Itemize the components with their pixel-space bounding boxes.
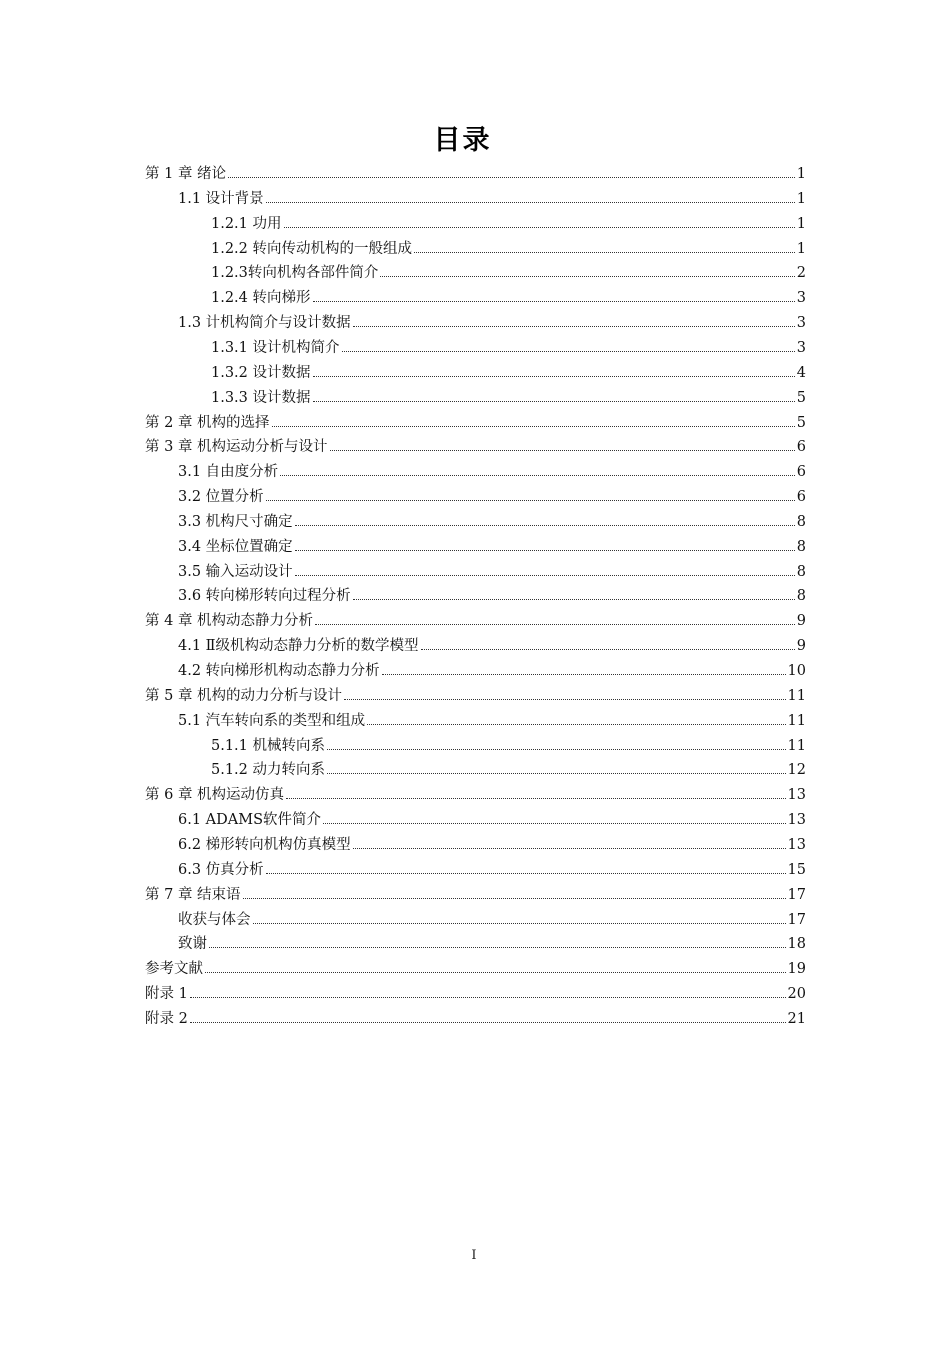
- toc-entry-label: 1.3.2 设计数据: [211, 364, 311, 381]
- toc-dot-leader: [344, 699, 785, 700]
- toc-entry[interactable]: [178, 661, 806, 681]
- toc-entry-page-number: 6: [796, 464, 806, 481]
- toc-entry-label: 3.4 坐标位置确定: [178, 538, 293, 555]
- toc-dot-leader: [353, 599, 795, 600]
- toc-entry[interactable]: [178, 835, 806, 855]
- toc-entry[interactable]: [178, 810, 806, 830]
- toc-entry[interactable]: [145, 984, 806, 1004]
- toc-entry-page-number: 11: [787, 737, 806, 754]
- toc-dot-leader: [342, 351, 795, 352]
- toc-entry-page-number: 1: [796, 166, 806, 182]
- toc-entry-label: 参考文献: [145, 961, 203, 978]
- toc-entry-page-number: 18: [787, 936, 806, 953]
- toc-entry[interactable]: [211, 736, 806, 756]
- toc-entry[interactable]: [211, 288, 806, 308]
- toc-entry-page-number: 10: [787, 663, 806, 679]
- page-number: I: [471, 1248, 477, 1263]
- toc-entry[interactable]: [178, 934, 806, 954]
- toc-entry-label: 第 7 章 结束语: [145, 886, 241, 903]
- toc-entry-label: 收获与体会: [178, 911, 251, 928]
- toc-dot-leader: [228, 177, 795, 178]
- toc-dot-leader: [313, 401, 795, 402]
- toc-dot-leader: [295, 575, 795, 576]
- toc-entry-label: 1.3 计机构简介与设计数据: [178, 315, 351, 332]
- toc-dot-leader: [367, 724, 785, 725]
- toc-entry-page-number: 5: [796, 414, 806, 431]
- toc-entry[interactable]: [211, 338, 806, 358]
- toc-dot-leader: [327, 749, 786, 750]
- toc-dot-leader: [315, 624, 795, 625]
- toc-entry-page-number: 17: [787, 911, 806, 928]
- toc-entry-page-number: 13: [787, 812, 806, 829]
- toc-entry-label: 1.2.2 转向传动机构的一般组成: [211, 240, 413, 257]
- toc-dot-leader: [382, 674, 786, 675]
- toc-entry[interactable]: [211, 239, 806, 259]
- toc-entry-page-number: 11: [787, 712, 806, 729]
- toc-dot-leader: [380, 276, 794, 277]
- toc-entry-page-number: 3: [796, 290, 806, 307]
- toc-entry[interactable]: [178, 636, 806, 656]
- toc-dot-leader: [253, 923, 786, 924]
- toc-entry[interactable]: [178, 537, 806, 557]
- toc-entry[interactable]: [145, 413, 806, 433]
- toc-dot-leader: [266, 873, 786, 874]
- toc-entry-label: 1.2.4 转向梯形: [211, 290, 311, 307]
- toc-entry[interactable]: [145, 611, 806, 631]
- toc-entry-page-number: 17: [787, 886, 806, 903]
- toc-entry-label: 4.2 转向梯形机构动态静力分析: [178, 663, 380, 679]
- toc-dot-leader: [295, 525, 795, 526]
- toc-entry[interactable]: [145, 785, 806, 805]
- toc-entry[interactable]: [211, 263, 806, 283]
- toc-entry-label: 4.1 Ⅱ级机构动态静力分析的数学模型: [178, 638, 419, 655]
- toc-dot-leader: [330, 450, 795, 451]
- toc-dot-leader: [323, 823, 786, 824]
- toc-entry[interactable]: [211, 760, 806, 780]
- toc-entry[interactable]: [178, 487, 806, 507]
- toc-dot-leader: [295, 550, 795, 551]
- toc-dot-leader: [266, 202, 795, 203]
- toc-entry[interactable]: [178, 562, 806, 582]
- toc-dot-leader: [205, 972, 786, 973]
- toc-entry-page-number: 3: [796, 315, 806, 332]
- toc-entry-label: 6.2 梯形转向机构仿真模型: [178, 836, 351, 853]
- toc-entry-page-number: 2: [796, 265, 806, 282]
- toc-entry-label: 5.1.2 动力转向系: [211, 762, 326, 779]
- toc-dot-leader: [313, 376, 795, 377]
- toc-dot-leader: [421, 649, 795, 650]
- toc-entry[interactable]: [178, 860, 806, 880]
- toc-entry-page-number: 11: [787, 687, 806, 704]
- toc-entry-page-number: 13: [787, 836, 806, 853]
- toc-entry[interactable]: [178, 586, 806, 606]
- toc-entry-label: 6.1 ADAMS软件简介: [178, 812, 322, 829]
- toc-dot-leader: [243, 898, 786, 899]
- toc-entry-label: 6.3 仿真分析: [178, 861, 264, 878]
- toc-entry-label: 3.6 转向梯形转向过程分析: [178, 588, 351, 605]
- toc-entry-page-number: 8: [796, 513, 806, 530]
- toc-entry-page-number: 8: [796, 563, 806, 580]
- toc-dot-leader: [280, 475, 795, 476]
- toc-entry-page-number: 19: [787, 961, 806, 978]
- toc-entry-page-number: 3: [796, 339, 806, 356]
- toc-entry-label: 5.1.1 机械转向系: [211, 737, 326, 754]
- toc-entry[interactable]: [211, 388, 806, 408]
- toc-entry-label: 1.2.3转向机构各部件简介: [211, 265, 379, 282]
- toc-entry-label: 第 5 章 机构的动力分析与设计: [145, 687, 343, 704]
- toc-entry-page-number: 8: [796, 588, 806, 605]
- toc-dot-leader: [286, 798, 785, 799]
- toc-dot-leader: [313, 301, 795, 302]
- toc-entry-label: 第 1 章 绪论: [145, 166, 227, 182]
- toc-entry[interactable]: [145, 437, 806, 457]
- toc-dot-leader: [414, 252, 795, 253]
- toc-entry[interactable]: [178, 462, 806, 482]
- toc-entry-page-number: 20: [787, 986, 806, 1003]
- toc-entry[interactable]: [145, 959, 806, 979]
- toc-entry-label: 第 3 章 机构运动分析与设计: [145, 439, 328, 456]
- toc-entry-label: 1.1 设计背景: [178, 190, 264, 207]
- toc-entry[interactable]: [211, 214, 806, 234]
- toc-entry-page-number: 9: [796, 613, 806, 630]
- toc-dot-leader: [266, 500, 795, 501]
- toc-entry-label: 3.1 自由度分析: [178, 464, 279, 481]
- toc-entry-label: 1.2.1 功用: [211, 215, 282, 232]
- toc-entry-label: 第 4 章 机构动态静力分析: [145, 613, 314, 630]
- toc-entry-label: 3.2 位置分析: [178, 489, 264, 506]
- toc-entry-label: 1.3.1 设计机构简介: [211, 339, 340, 356]
- toc-entry-label: 致谢: [178, 936, 207, 953]
- toc-dot-leader: [327, 773, 786, 774]
- toc-entry-label: 1.3.3 设计数据: [211, 389, 311, 406]
- toc-entry[interactable]: [178, 512, 806, 532]
- toc-dot-leader: [190, 1022, 786, 1023]
- toc-entry-page-number: 1: [796, 240, 806, 257]
- toc-entry-label: 3.5 输入运动设计: [178, 563, 293, 580]
- toc-entry-page-number: 9: [796, 638, 806, 655]
- toc-entry-page-number: 6: [796, 489, 806, 506]
- toc-entry[interactable]: [211, 363, 806, 383]
- toc-entry-page-number: 15: [787, 861, 806, 878]
- toc-entry-page-number: 21: [787, 1010, 806, 1027]
- toc-entry[interactable]: [145, 885, 806, 905]
- toc-dot-leader: [353, 326, 795, 327]
- toc-entry-page-number: 8: [796, 538, 806, 555]
- toc-entry[interactable]: [178, 313, 806, 333]
- toc-entry[interactable]: [145, 686, 806, 706]
- toc-entry-page-number: 1: [796, 190, 806, 207]
- toc-entry[interactable]: [178, 910, 806, 930]
- toc-dot-leader: [353, 848, 786, 849]
- toc-title: 目录: [433, 125, 492, 156]
- toc-dot-leader: [272, 426, 795, 427]
- toc-entry-page-number: 1: [796, 215, 806, 232]
- toc-entry[interactable]: [178, 189, 806, 209]
- toc-entry[interactable]: [178, 711, 806, 731]
- toc-entry-page-number: 13: [787, 787, 806, 804]
- toc-entry-page-number: 12: [787, 762, 806, 779]
- toc-dot-leader: [190, 997, 786, 998]
- toc-dot-leader: [209, 947, 786, 948]
- toc-entry-page-number: 6: [796, 439, 806, 456]
- toc-entry[interactable]: [145, 164, 806, 184]
- toc-entry-page-number: 5: [796, 389, 806, 406]
- toc-entry-label: 第 2 章 机构的选择: [145, 414, 270, 431]
- toc-entry-label: 附录 2: [145, 1010, 188, 1027]
- toc-entry-label: 5.1 汽车转向系的类型和组成: [178, 712, 366, 729]
- toc-entry[interactable]: [145, 1009, 806, 1029]
- toc-dot-leader: [284, 227, 795, 228]
- toc-entry-label: 3.3 机构尺寸确定: [178, 513, 293, 530]
- toc-entry-label: 附录 1: [145, 986, 188, 1003]
- toc-entry-label: 第 6 章 机构运动仿真: [145, 787, 285, 804]
- toc-entry-page-number: 4: [796, 364, 806, 381]
